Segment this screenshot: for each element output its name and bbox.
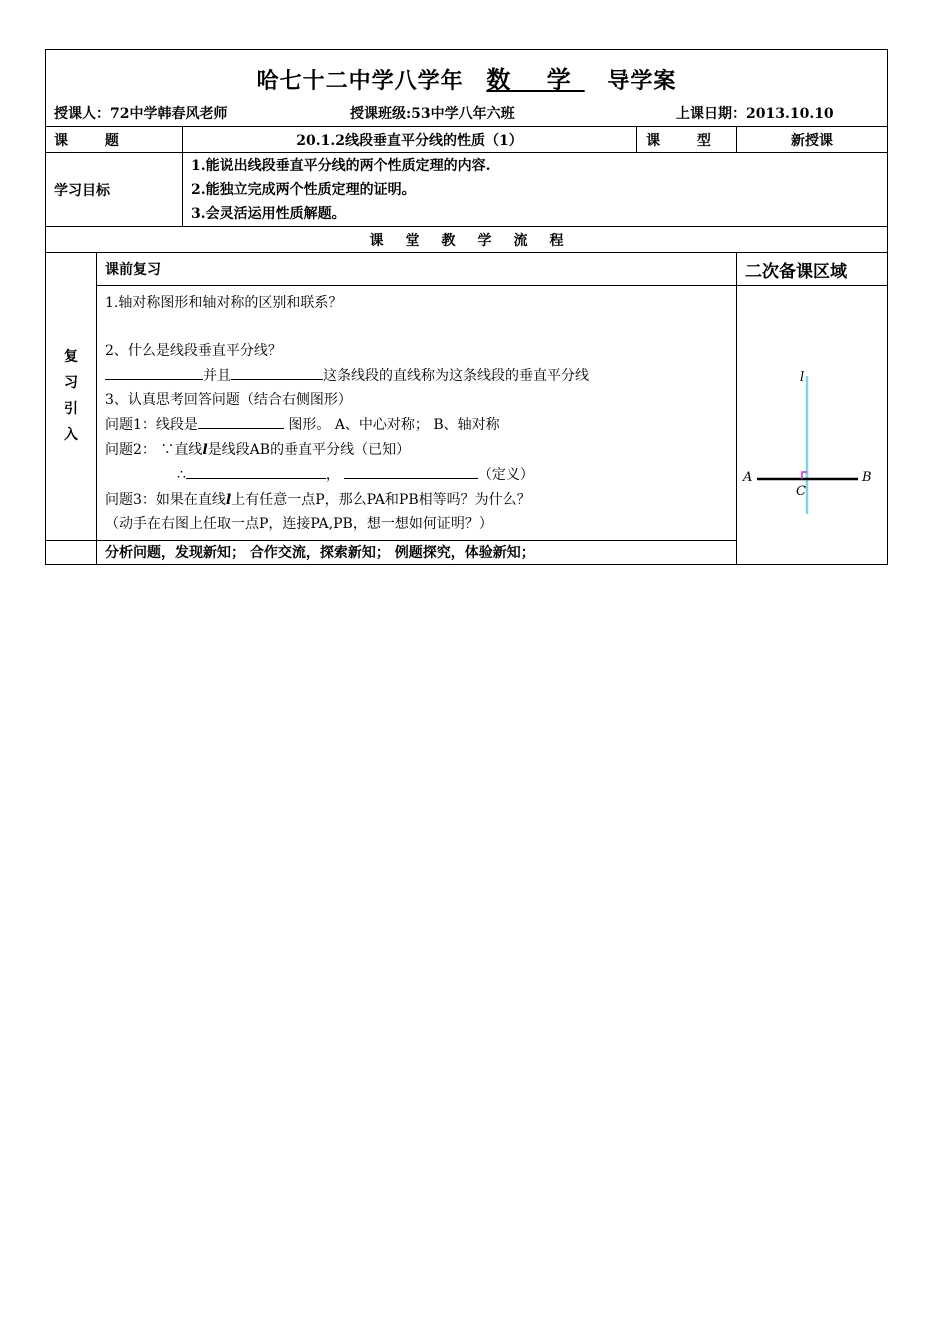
footer-left-cell <box>46 540 97 564</box>
problem-2 <box>105 439 410 459</box>
blank-2[interactable] <box>231 365 323 380</box>
p2-comma: ， <box>325 467 340 483</box>
type-label: 课 型 <box>637 127 737 153</box>
goal-item: 1.能说出线段垂直平分线的两个性质定理的内容. <box>191 157 491 174</box>
lesson-date: 上课日期：2013.10.10 <box>676 106 834 122</box>
p2-def: （定义） <box>477 467 534 483</box>
page-title <box>46 60 887 95</box>
p2-therefore: ∴ <box>177 467 186 483</box>
lesson-type: 新授课 <box>737 127 888 153</box>
teacher: 授课人：72中学韩春风老师 <box>54 106 228 122</box>
title-prefix: 哈七十二中学八学年 <box>256 68 464 94</box>
p2-var: l <box>202 442 208 458</box>
q2-and: 并且 <box>203 368 231 384</box>
flow-title: 课堂教学流程 <box>46 227 888 253</box>
lesson-plan-table <box>45 49 888 565</box>
topic: 20.1.2线段垂直平分线的性质（1） <box>183 127 637 153</box>
review-label-char: 引 <box>64 401 78 418</box>
question-3: 3、认真思考回答问题（结合右侧图形） <box>105 392 352 408</box>
title-suffix: 导学案 <box>607 68 677 94</box>
problem-2-fill <box>177 464 534 484</box>
goal-item: 3.会灵活运用性质解题。 <box>191 205 346 222</box>
review-label-text <box>46 344 96 448</box>
goals-list <box>183 153 888 227</box>
blank-4[interactable] <box>186 464 326 479</box>
problem-1 <box>105 414 500 434</box>
topic-label: 课 题 <box>46 127 183 153</box>
problem-3-hint: （动手在右图上任取一点P，连接PA,PB，想一想如何证明？） <box>105 516 493 532</box>
review-header: 课前复习 <box>97 253 737 286</box>
p1-tail: 图形。 A、中心对称； B、轴对称 <box>288 417 500 433</box>
question-2: 2、什么是线段垂直平分线？ <box>105 343 282 359</box>
header-cell <box>46 50 888 127</box>
p3-var: l <box>225 492 232 508</box>
p1-prefix: 问题1：线段是 <box>105 417 198 433</box>
blank-3[interactable] <box>198 414 284 429</box>
label-a: A <box>743 470 753 485</box>
label-c: C <box>796 484 806 499</box>
side-header: 二次备课区域 <box>737 253 888 286</box>
p2-tail: 是线段AB的垂直平分线（已知） <box>207 442 411 458</box>
review-label-char: 入 <box>64 427 78 444</box>
goal-item: 2.能独立完成两个性质定理的证明。 <box>191 181 416 198</box>
title-subject: 数 学 <box>486 65 585 94</box>
label-l: l <box>800 370 805 385</box>
goals-label: 学习目标 <box>46 153 183 227</box>
blank-5[interactable] <box>344 464 478 479</box>
problem-3 <box>105 489 531 509</box>
blank-1[interactable] <box>105 365 203 380</box>
perpendicular-bisector-figure <box>737 286 887 560</box>
p3-prefix: 问题3：如果在直线 <box>105 492 226 508</box>
review-label-char: 复 <box>64 349 78 366</box>
question-1: 1.轴对称图形和轴对称的区别和联系？ <box>105 295 343 311</box>
review-content <box>97 286 737 541</box>
side-notes-area <box>737 286 888 565</box>
footer-row: 分析问题，发现新知； 合作交流，探索新知； 例题探究，体验新知； <box>97 540 737 564</box>
q2-tail: 这条线段的直线称为这条线段的垂直平分线 <box>323 368 589 384</box>
p3-tail: 上有任意一点P，那么PA和PB相等吗？为什么？ <box>231 492 531 508</box>
label-b: B <box>862 470 872 485</box>
review-section-label <box>46 253 97 541</box>
review-label-char: 习 <box>64 375 78 392</box>
p2-prefix: 问题2： ∵直线 <box>105 442 203 458</box>
question-2-fill <box>105 365 589 385</box>
lesson-plan-sheet <box>45 49 887 565</box>
class: 授课班级:53中学八年六班 <box>350 106 515 122</box>
